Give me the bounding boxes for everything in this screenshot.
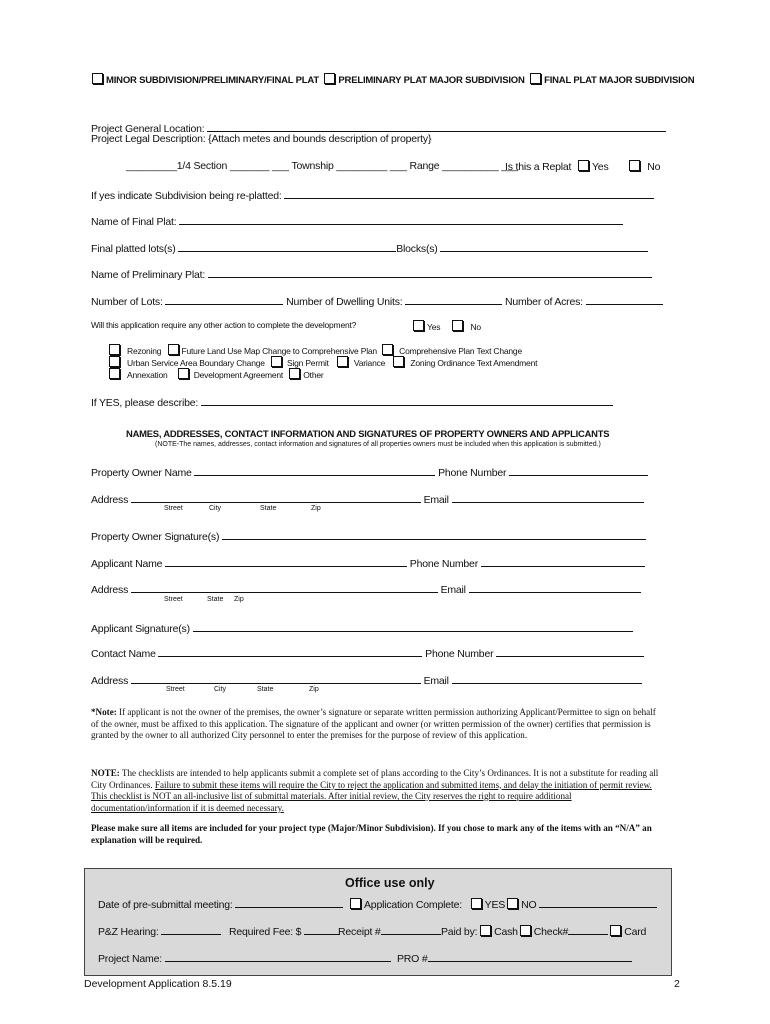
office-use-title: Office use only — [345, 876, 435, 890]
owner-address-field[interactable] — [131, 491, 421, 503]
future-land-use-label: Future Land Use Map Change to Comprehensive Plan — [181, 346, 377, 356]
prelim-label: Name of Preliminary Plat: — [91, 269, 206, 281]
owner-street-caption: Street — [164, 505, 183, 512]
describe-field[interactable] — [201, 394, 613, 406]
replat-yes-checkbox[interactable] — [578, 160, 589, 171]
fee-label: Required Fee: $ — [229, 926, 302, 938]
sign-permit-checkbox[interactable] — [271, 356, 282, 367]
pz-label: P&Z Hearing: — [98, 926, 159, 938]
applicant-zip-caption: Zip — [234, 596, 244, 603]
replat-label: Is this a Replat — [505, 161, 572, 173]
development-agreement-checkbox[interactable] — [178, 368, 189, 379]
checklist-note-text: The checklists are intended to help applicants submit a complete set of plans according to the City’s Ordinances. It is not a substitute for reading all City Ordinances. — [91, 768, 659, 790]
final-lots-field[interactable] — [178, 240, 396, 252]
applicant-street-caption: Street — [164, 596, 183, 603]
complete-no-checkbox[interactable] — [507, 898, 518, 909]
development-agreement-label: Development Agreement — [193, 370, 284, 380]
lots-field[interactable] — [165, 293, 283, 305]
owner-name-label: Property Owner Name — [91, 467, 192, 479]
rezoning-checkbox[interactable] — [109, 344, 120, 355]
project-name-row — [98, 950, 391, 965]
acres-label: Number of Acres: — [504, 296, 583, 308]
owner-email-field[interactable] — [452, 491, 644, 503]
presubmittal-label: Date of pre-submittal meeting: — [98, 899, 233, 911]
minor-subdivision-checkbox[interactable] — [92, 73, 103, 84]
pro-label: PRO # — [397, 953, 428, 965]
contacts-note: (NOTE-The names, addresses, contact information and signatures of all properties owners must be included when this application is submitted.) — [155, 441, 601, 448]
complete-yes-label: YES — [484, 899, 506, 911]
describe-label: If YES, please describe: — [91, 397, 199, 409]
plat-type-row — [92, 73, 694, 86]
applicant-state-caption: State — [207, 596, 224, 603]
cash-label: Cash — [494, 926, 518, 938]
na-note: Please make sure all items are included for your project type (Major/Minor Subdivision). If you chose to mark any of the items with an “N/A” an explanation will be required. — [91, 823, 652, 845]
footer-form-id: Development Application 8.5.19 — [84, 978, 232, 990]
prelim-field[interactable] — [208, 266, 652, 278]
final-plat-name-label: Name of Final Plat: — [91, 216, 177, 228]
owner-note-bold: *Note: — [91, 707, 117, 717]
applicant-email-label: Email — [440, 584, 466, 596]
replat-row — [505, 160, 660, 173]
contact-name-label: Contact Name — [91, 648, 156, 660]
contact-address-field[interactable] — [131, 672, 421, 684]
applicant-sig-label: Applicant Signature(s) — [91, 623, 190, 635]
card-checkbox[interactable] — [610, 925, 621, 936]
checklist-note — [91, 768, 665, 814]
contact-name-row — [91, 645, 644, 660]
complete-no-label: NO — [521, 899, 537, 911]
fee-field[interactable] — [304, 923, 340, 935]
section-township-range[interactable]: _________1/4 Section _______ ___ Township _________ ___ Range __________ ___ — [126, 160, 519, 172]
final-plat-checkbox[interactable] — [530, 73, 541, 84]
contact-zip-caption: Zip — [309, 686, 319, 693]
action-options-row-2 — [109, 356, 537, 368]
presubmittal-row — [98, 896, 343, 911]
other-action-yes-checkbox[interactable] — [413, 320, 424, 331]
final-plat-label: FINAL PLAT MAJOR SUBDIVISION — [544, 75, 695, 86]
annexation-checkbox[interactable] — [109, 368, 120, 379]
action-options-row-3 — [109, 368, 324, 380]
owner-name-field[interactable] — [194, 464, 435, 476]
lots-label: Number of Lots: — [91, 296, 163, 308]
contact-phone-field[interactable] — [496, 645, 644, 657]
office-use-box — [84, 868, 672, 976]
applicant-name-field[interactable] — [165, 555, 407, 567]
owner-name-row — [91, 464, 648, 479]
applicant-name-row — [91, 555, 645, 570]
applicant-phone-label: Phone Number — [409, 558, 478, 570]
complete-yes-checkbox[interactable] — [471, 898, 482, 909]
final-plat-row — [91, 213, 623, 228]
complete-notes-field[interactable] — [539, 896, 657, 908]
app-complete-row — [350, 896, 657, 911]
final-lots-label: Final platted lots(s) — [91, 243, 176, 255]
owner-state-caption: State — [260, 505, 277, 512]
blocks-label: Blocks(s) — [396, 243, 438, 255]
preliminary-plat-label: PRELIMINARY PLAT MAJOR SUBDIVISION — [338, 75, 525, 86]
contact-name-field[interactable] — [158, 645, 422, 657]
action-options-row-1 — [109, 344, 522, 356]
contact-email-label: Email — [423, 675, 449, 687]
contacts-title: NAMES, ADDRESSES, CONTACT INFORMATION AND SIGNATURES OF PROPERTY OWNERS AND APPLICANTS — [126, 428, 610, 439]
counts-row — [91, 293, 663, 308]
describe-row — [91, 394, 613, 409]
urban-service-label: Urban Service Area Boundary Change — [127, 358, 265, 368]
sign-permit-label: Sign Permit — [286, 358, 329, 368]
rezoning-label: Rezoning — [127, 346, 162, 356]
other-action-question: Will this application require any other action to complete the development? — [91, 320, 357, 330]
applicant-address-row — [91, 581, 641, 596]
zoning-text-checkbox[interactable] — [393, 356, 404, 367]
final-plat-name-field[interactable] — [179, 213, 623, 225]
preliminary-plat-checkbox[interactable] — [324, 73, 335, 84]
receipt-field[interactable] — [381, 923, 441, 935]
future-land-use-checkbox[interactable] — [168, 344, 179, 355]
acres-field[interactable] — [586, 293, 663, 305]
pro-row — [397, 950, 632, 965]
owner-sig-field[interactable] — [222, 528, 646, 540]
replatted-row — [91, 187, 654, 202]
other-action-no-label: No — [470, 322, 481, 332]
check-label: Check# — [533, 926, 569, 938]
checklist-note-bold: NOTE: — [91, 768, 120, 778]
comp-plan-text-label: Comprehensive Plan Text Change — [399, 346, 522, 356]
other-action-yes-label: Yes — [427, 322, 441, 332]
owner-address-row — [91, 491, 644, 506]
replatted-field[interactable] — [284, 187, 654, 199]
owner-phone-field[interactable] — [509, 464, 648, 476]
minor-subdivision-label: MINOR SUBDIVISION/PRELIMINARY/FINAL PLAT — [106, 75, 319, 86]
applicant-sig-row — [91, 620, 633, 635]
urban-service-checkbox[interactable] — [109, 356, 120, 367]
annexation-label: Annexation — [127, 370, 168, 380]
dwelling-label: Number of Dwelling Units: — [286, 296, 403, 308]
contact-city-caption: City — [214, 686, 227, 693]
contact-address-row — [91, 672, 642, 687]
contact-phone-label: Phone Number — [425, 648, 494, 660]
owner-zip-caption: Zip — [311, 505, 321, 512]
contact-state-caption: State — [257, 686, 274, 693]
fee-row — [229, 923, 340, 938]
pz-row — [98, 923, 221, 938]
comp-plan-text-checkbox[interactable] — [382, 344, 393, 355]
check-checkbox[interactable] — [520, 925, 531, 936]
checklist-note-underlined: Failure to submit these items will require the City to reject the application and submitted items, and delay the initiation of permit review. This checklist is NOT an all-inclusive list of submittal materials. After initial review, the City reserves the right to require additional documentation/information if it is deemed necessary. — [91, 779, 652, 813]
cash-checkbox[interactable] — [480, 925, 491, 936]
owner-email-label: Email — [423, 494, 449, 506]
variance-checkbox[interactable] — [337, 356, 348, 367]
other-action-no-checkbox[interactable] — [452, 320, 463, 331]
replat-yes-label: Yes — [591, 161, 609, 173]
receipt-label: Receipt # — [338, 926, 381, 938]
owner-address-label: Address — [91, 494, 129, 506]
dwelling-field[interactable] — [405, 293, 502, 305]
receipt-row — [338, 923, 441, 938]
paid-by-label: Paid by: — [441, 926, 478, 938]
other-label: Other — [303, 370, 324, 380]
owner-sig-row — [91, 528, 646, 543]
applicant-email-field[interactable] — [469, 581, 641, 593]
other-checkbox[interactable] — [289, 368, 300, 379]
other-action-yn — [413, 320, 481, 332]
replatted-label: If yes indicate Subdivision being re-platted: — [91, 190, 282, 202]
applicant-sig-field[interactable] — [193, 620, 633, 632]
page-number: 2 — [674, 978, 680, 990]
replat-no-checkbox[interactable] — [629, 160, 640, 171]
card-label: Card — [624, 926, 647, 938]
pz-field[interactable] — [161, 923, 221, 935]
owner-phone-label: Phone Number — [438, 467, 507, 479]
owner-sig-label: Property Owner Signature(s) — [91, 531, 220, 543]
replat-no-label: No — [647, 161, 661, 173]
project-location-label: Project General Location: — [91, 123, 205, 135]
check-number-field[interactable] — [568, 923, 608, 935]
app-complete-label: Application Complete: — [364, 899, 462, 911]
pro-field[interactable] — [428, 950, 632, 962]
applicant-name-label: Applicant Name — [91, 558, 163, 570]
variance-label: Variance — [353, 358, 386, 368]
applicant-address-label: Address — [91, 584, 129, 596]
zoning-text-label: Zoning Ordinance Text Amendment — [410, 358, 538, 368]
owner-note-text: If applicant is not the owner of the premises, the owner’s signature or separate written permission authorizing Applicant/Permittee to sign on behalf of the owner, must be affixed to this application. The signature of the applicant and owner (or written permission of the owner) certifies that permission is granted by the owner to all authorized City personnel to enter the premises for the purpose of review of this application. — [91, 707, 656, 740]
project-legal-label: Project Legal Description: {Attach metes and bounds description of property} — [91, 133, 432, 145]
final-lots-row — [91, 240, 648, 255]
prelim-row — [91, 266, 652, 281]
project-location-field[interactable] — [207, 120, 666, 132]
applicant-address-field[interactable] — [131, 581, 438, 593]
blocks-field[interactable] — [440, 240, 648, 252]
paid-by-row — [441, 923, 646, 938]
presubmittal-field[interactable] — [235, 896, 343, 908]
owner-note — [91, 707, 665, 742]
contact-address-label: Address — [91, 675, 129, 687]
contact-email-field[interactable] — [452, 672, 642, 684]
project-name-label: Project Name: — [98, 953, 162, 965]
app-complete-checkbox[interactable] — [350, 898, 361, 909]
applicant-phone-field[interactable] — [481, 555, 645, 567]
owner-city-caption: City — [209, 505, 222, 512]
contact-street-caption: Street — [166, 686, 185, 693]
project-name-field[interactable] — [165, 950, 391, 962]
